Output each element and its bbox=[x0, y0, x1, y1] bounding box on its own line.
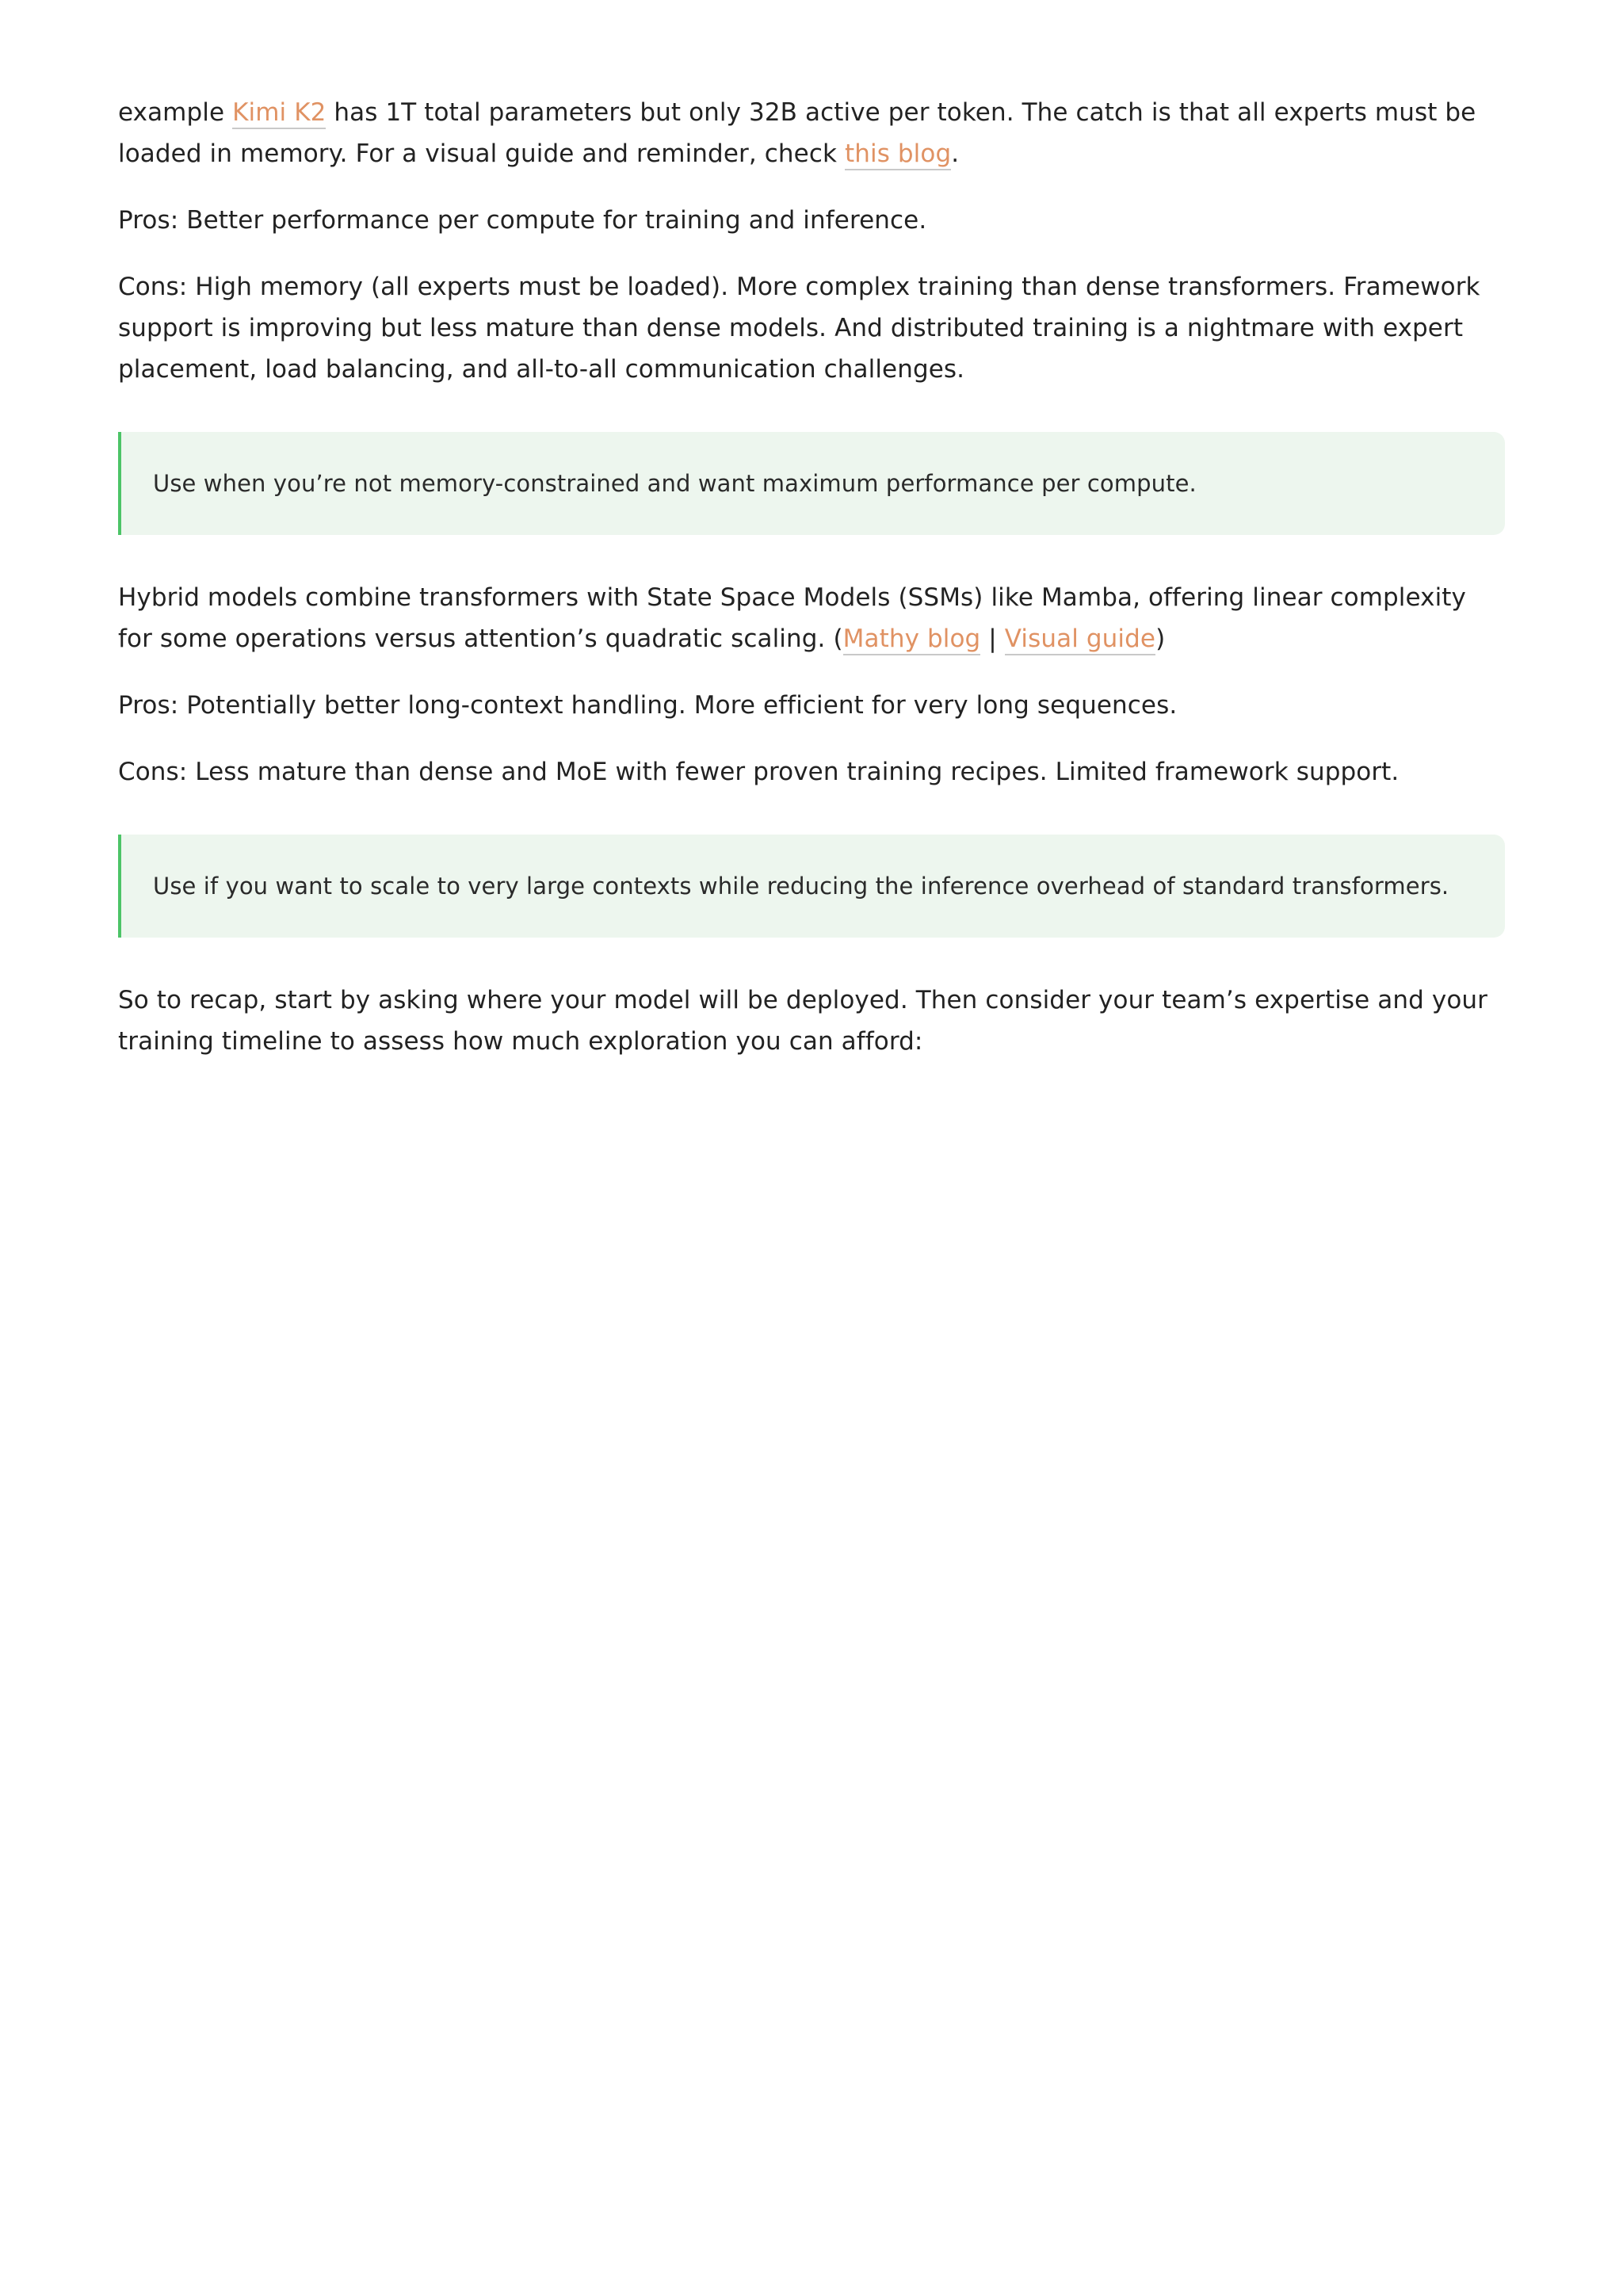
moe-pros-paragraph: Pros: Better performance per compute for training and inference. bbox=[118, 206, 927, 235]
moe-recommendation-callout bbox=[118, 432, 1505, 535]
hybrid-callout-text: Use if you want to scale to very large contexts while reducing the inference overhead of standard transformers. bbox=[153, 873, 1449, 900]
moe-intro-paragraph bbox=[118, 92, 1505, 174]
moe-intro-text-end: . bbox=[951, 139, 960, 168]
visual-guide-link[interactable]: Visual guide bbox=[1005, 625, 1155, 655]
hybrid-cons-paragraph: Cons: Less mature than dense and MoE with fewer proven training recipes. Limited framework support. bbox=[118, 758, 1400, 786]
hybrid-recommendation-callout bbox=[118, 835, 1505, 938]
kimi-k2-link[interactable]: Kimi K2 bbox=[232, 98, 326, 129]
moe-cons-paragraph: Cons: High memory (all experts must be loaded). More complex training than dense transformers. Framework support is improving but less mature than dense models. And distributed training is a nightmare with expert placement, load balancing, and all-to-all communication challenges. bbox=[118, 273, 1480, 384]
this-blog-link[interactable]: this blog bbox=[845, 139, 951, 170]
hybrid-pros-paragraph: Pros: Potentially better long-context handling. More efficient for very long sequences. bbox=[118, 691, 1178, 720]
hybrid-intro-paragraph bbox=[118, 577, 1505, 659]
recap-paragraph: So to recap, start by asking where your model will be deployed. Then consider your team’s expertise and your training timeline to assess how much exploration you can afford: bbox=[118, 986, 1487, 1056]
hybrid-intro-text: Hybrid models combine transformers with State Space Models (SSMs) like Mamba, offering linear complexity for some operations versus attention’s quadratic scaling. ( bbox=[118, 583, 1467, 653]
moe-callout-text: Use when you’re not memory-constrained and want maximum performance per compute. bbox=[153, 470, 1197, 497]
mathy-blog-link[interactable]: Mathy blog bbox=[843, 625, 981, 655]
moe-intro-text-start: example bbox=[118, 98, 233, 127]
hybrid-intro-text-end: ) bbox=[1155, 625, 1166, 653]
moe-intro-text-middle: has 1T total parameters but only 32B active per token. The catch is that all experts must be loaded in memory. For a visual guide and reminder, check bbox=[118, 98, 1476, 168]
link-separator: | bbox=[980, 625, 1005, 653]
